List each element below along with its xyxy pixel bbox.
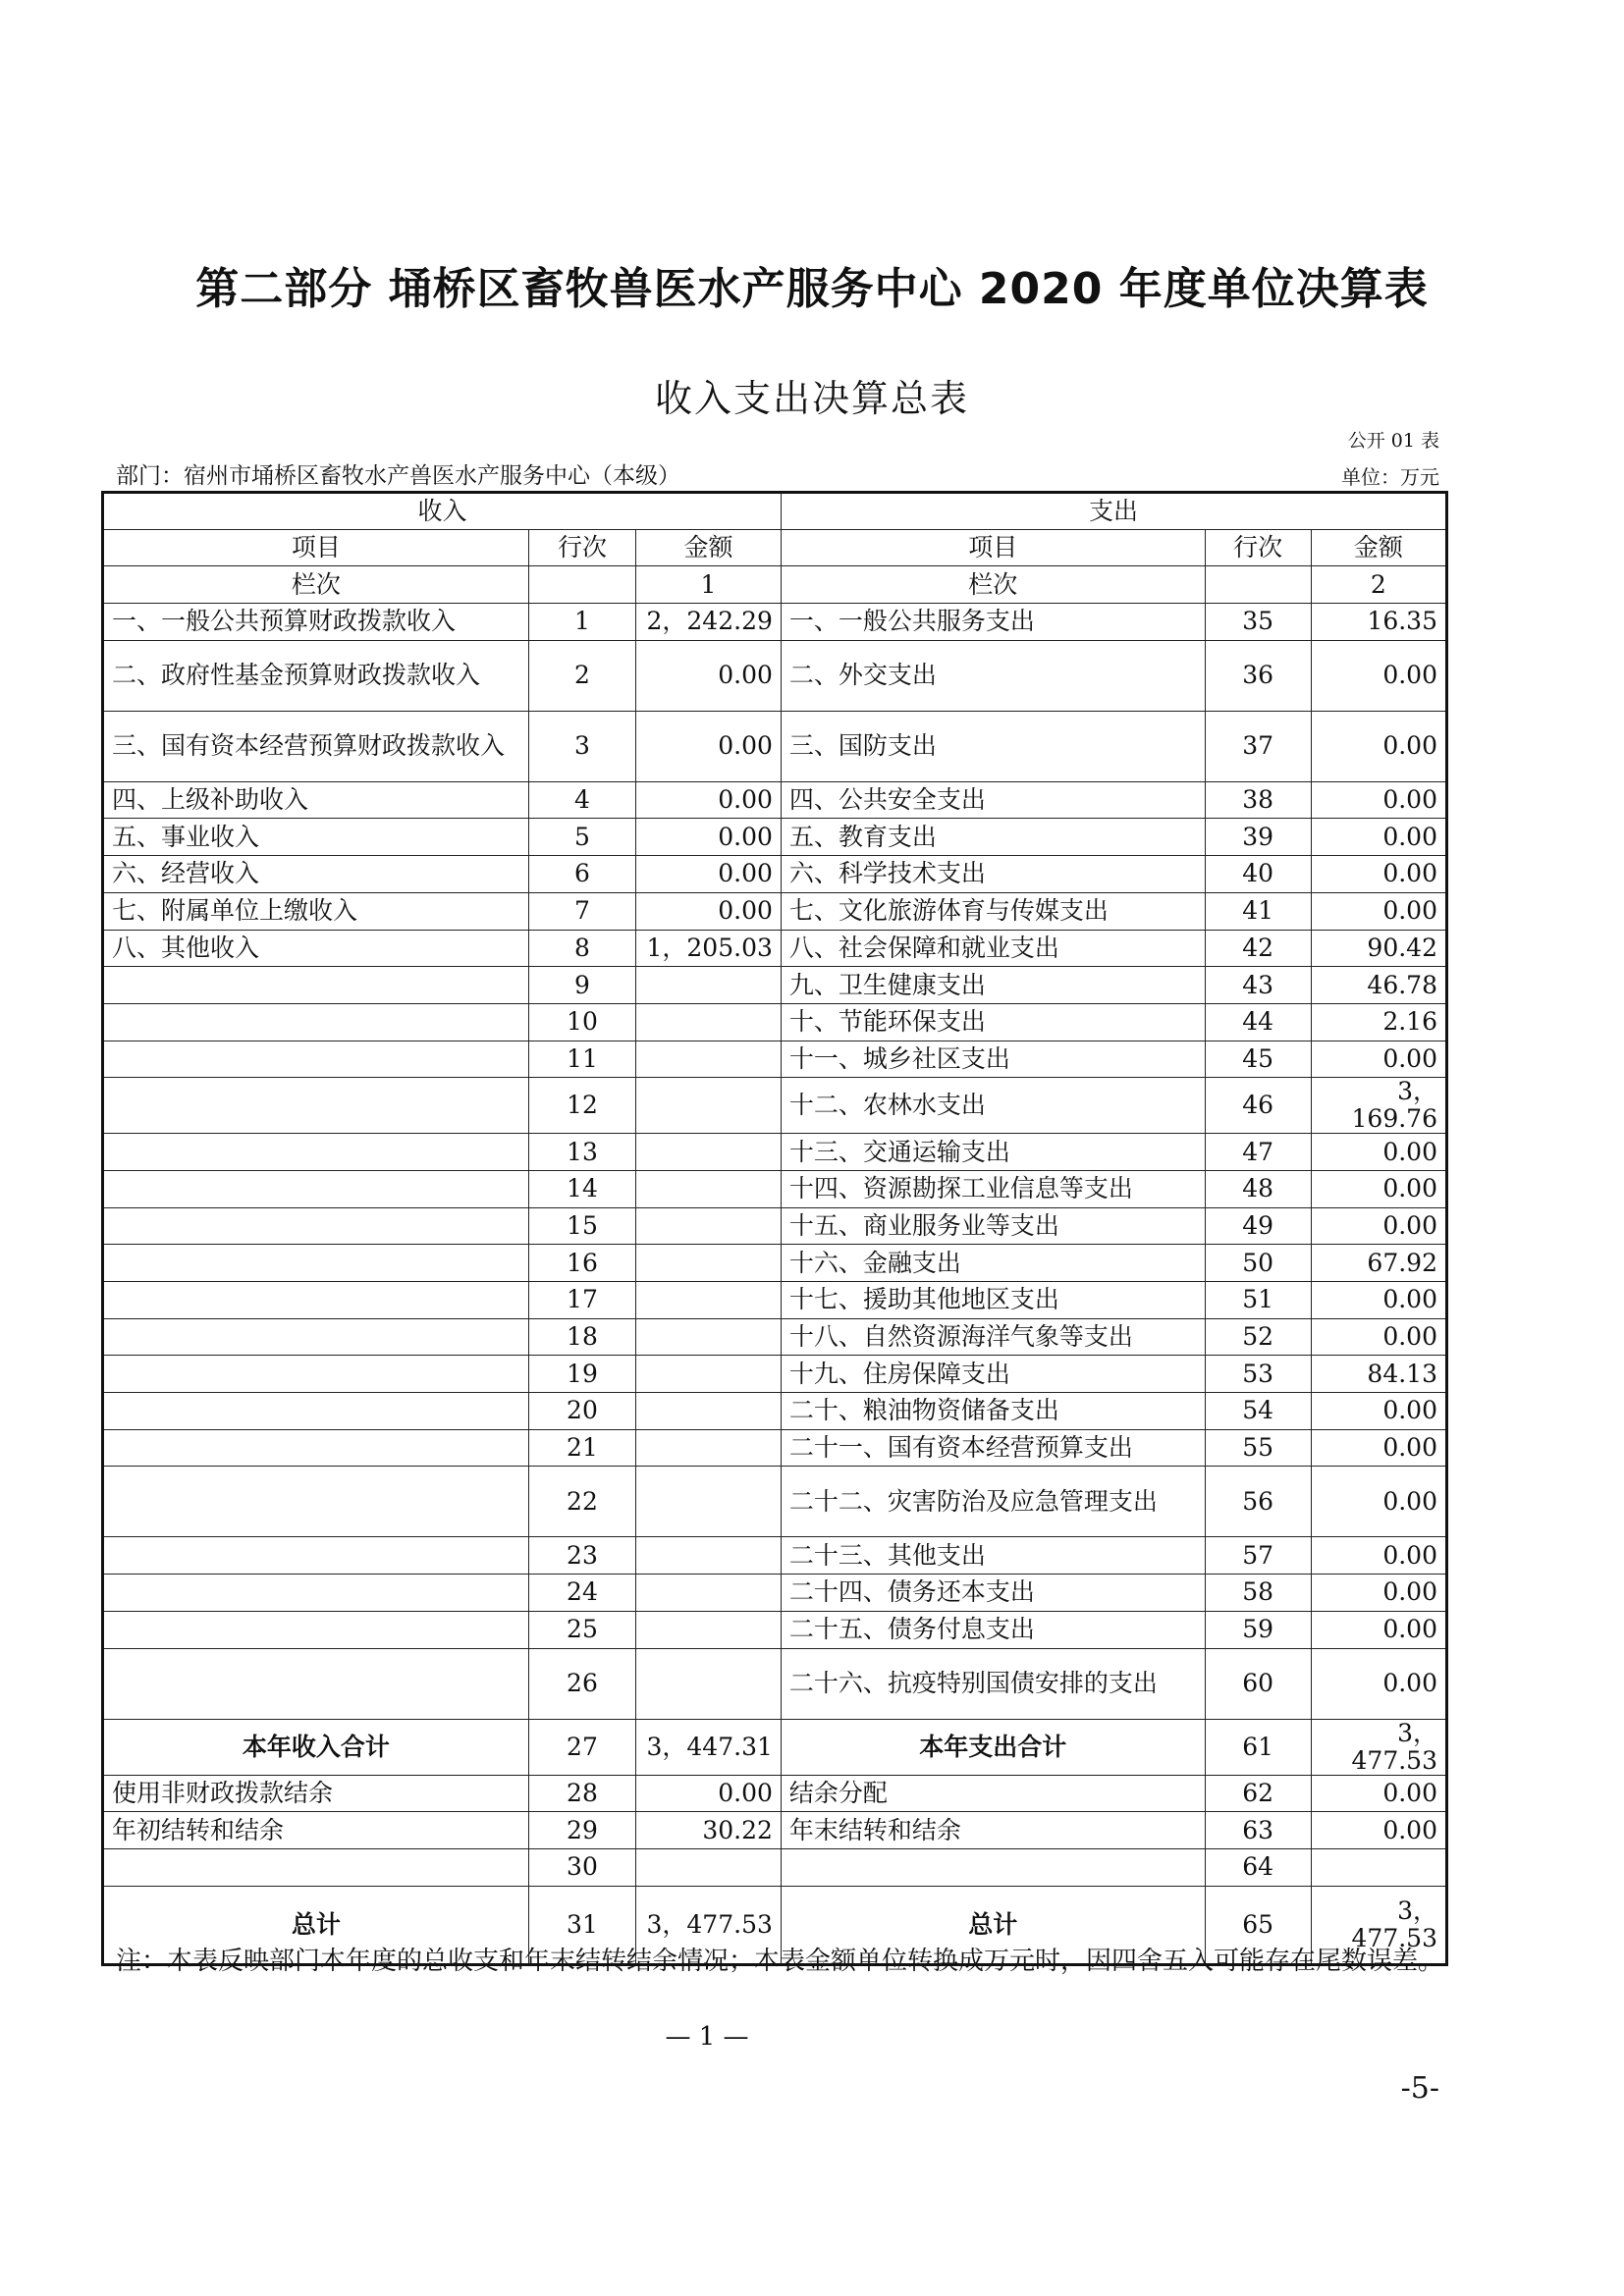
expense-item-cell: 结余分配 — [781, 1775, 1205, 1812]
expense-item-cell: 二十、粮油物资储备支出 — [781, 1393, 1205, 1430]
expense-item-cell: 十二、农林水支出 — [781, 1078, 1205, 1134]
table-row — [103, 1775, 1447, 1812]
income-column-no-label: 栏次 — [103, 566, 529, 604]
unit-label: 单位：万元 — [1341, 465, 1439, 489]
table-row — [103, 967, 1447, 1004]
income-row-no-cell: 15 — [528, 1207, 635, 1245]
income-item-cell — [103, 967, 529, 1004]
income-row-no-cell: 10 — [528, 1003, 635, 1041]
department-label: 部门：宿州市埇桥区畜牧水产兽医水产服务中心（本级） — [116, 463, 680, 489]
table-title: 收入支出决算总表 — [654, 377, 969, 420]
expense-amount-cell: 0.00 — [1311, 1170, 1446, 1207]
income-item-cell: 本年收入合计 — [103, 1719, 529, 1775]
expense-row-no-cell: 56 — [1205, 1467, 1311, 1537]
income-item-cell — [103, 1245, 529, 1282]
expense-item-cell: 十八、自然资源海洋气象等支出 — [781, 1318, 1205, 1356]
expense-item-cell: 一、一般公共服务支出 — [781, 604, 1205, 641]
income-item-cell: 三、国有资本经营预算财政拨款收入 — [103, 711, 529, 781]
income-row-no-cell: 23 — [528, 1537, 635, 1575]
expense-row-no-cell: 53 — [1205, 1356, 1311, 1393]
page-marker: — 1 — — [665, 2022, 749, 2052]
income-amount-cell — [636, 1003, 782, 1041]
expense-amount-cell: 0.00 — [1311, 1611, 1446, 1648]
table-row — [103, 1003, 1447, 1041]
income-item-cell: 年初结转和结余 — [103, 1812, 529, 1849]
income-row-no-cell: 18 — [528, 1318, 635, 1356]
income-row-no-cell: 27 — [528, 1719, 635, 1775]
expense-item-cell: 三、国防支出 — [781, 711, 1205, 781]
table-row — [103, 1318, 1447, 1356]
income-row-no-cell: 17 — [528, 1282, 635, 1319]
income-item-header: 项目 — [103, 529, 529, 566]
income-row-no-header: 行次 — [528, 529, 635, 566]
table-row — [103, 1575, 1447, 1612]
table-row — [103, 1356, 1447, 1393]
table-row — [103, 1648, 1447, 1719]
expense-row-no-cell: 57 — [1205, 1537, 1311, 1575]
income-amount-cell — [636, 1537, 782, 1575]
income-item-cell — [103, 1078, 529, 1134]
expense-amount-cell: 0.00 — [1311, 781, 1446, 819]
expense-row-no-cell: 58 — [1205, 1575, 1311, 1612]
income-amount-cell: 0.00 — [636, 1775, 782, 1812]
income-item-cell — [103, 1041, 529, 1078]
table-row — [103, 781, 1447, 819]
income-row-no-cell: 29 — [528, 1812, 635, 1849]
income-row-no-cell: 24 — [528, 1575, 635, 1612]
expense-row-no-cell: 55 — [1205, 1429, 1311, 1467]
income-row-no-cell: 22 — [528, 1467, 635, 1537]
income-amount-cell — [636, 1245, 782, 1282]
expense-amount-cell: 0.00 — [1311, 856, 1446, 893]
expense-amount-cell: 16.35 — [1311, 604, 1446, 641]
income-item-cell — [103, 1207, 529, 1245]
expense-item-cell: 十三、交通运输支出 — [781, 1134, 1205, 1171]
expense-amount-cell: 0.00 — [1311, 640, 1446, 711]
table-row — [103, 604, 1447, 641]
expense-row-no-cell: 36 — [1205, 640, 1311, 711]
expense-row-no-cell: 38 — [1205, 781, 1311, 819]
expense-item-cell — [781, 1848, 1205, 1886]
income-amount-cell — [636, 1393, 782, 1430]
income-amount-cell — [636, 967, 782, 1004]
income-item-cell — [103, 1848, 529, 1886]
expense-row-no-cell: 64 — [1205, 1848, 1311, 1886]
income-amount-cell — [636, 1429, 782, 1467]
income-amount-cell — [636, 1041, 782, 1078]
expense-amount-cell: 0.00 — [1311, 1393, 1446, 1430]
expense-item-cell: 五、教育支出 — [781, 819, 1205, 856]
table-row — [103, 856, 1447, 893]
table-row — [103, 1719, 1447, 1775]
expense-item-cell: 二十六、抗疫特别国债安排的支出 — [781, 1648, 1205, 1719]
expense-row-no-cell: 44 — [1205, 1003, 1311, 1041]
income-item-cell: 四、上级补助收入 — [103, 781, 529, 819]
income-item-cell — [103, 1611, 529, 1648]
expense-amount-cell: 0.00 — [1311, 1282, 1446, 1319]
expense-item-cell: 总计 — [781, 1886, 1205, 1964]
expense-row-no-cell: 37 — [1205, 711, 1311, 781]
expense-amount-cell: 0.00 — [1311, 1467, 1446, 1537]
expense-row-no-cell: 48 — [1205, 1170, 1311, 1207]
income-expense-table — [101, 491, 1448, 1966]
income-row-no-cell: 20 — [528, 1393, 635, 1430]
expense-row-no-cell: 49 — [1205, 1207, 1311, 1245]
expense-amount-cell: 0.00 — [1311, 1575, 1446, 1612]
income-row-no-cell: 14 — [528, 1170, 635, 1207]
income-amount-cell — [636, 1078, 782, 1134]
income-row-no-cell: 16 — [528, 1245, 635, 1282]
income-row-no-cell: 30 — [528, 1848, 635, 1886]
expense-row-no-cell: 59 — [1205, 1611, 1311, 1648]
expense-amount-cell: 0.00 — [1311, 1429, 1446, 1467]
expense-amount-cell: 0.00 — [1311, 1207, 1446, 1245]
income-row-no-cell: 25 — [528, 1611, 635, 1648]
expense-item-cell: 九、卫生健康支出 — [781, 967, 1205, 1004]
income-item-cell — [103, 1134, 529, 1171]
table-row — [103, 640, 1447, 711]
income-row-no-cell: 19 — [528, 1356, 635, 1393]
income-item-cell — [103, 1318, 529, 1356]
income-amount-cell — [636, 1282, 782, 1319]
expense-header: 支出 — [781, 493, 1446, 530]
income-amount-cell — [636, 1648, 782, 1719]
income-amount-cell — [636, 1356, 782, 1393]
income-item-cell — [103, 1170, 529, 1207]
table-row — [103, 1207, 1447, 1245]
expense-item-cell: 十七、援助其他地区支出 — [781, 1282, 1205, 1319]
expense-row-no-cell: 60 — [1205, 1648, 1311, 1719]
income-amount-cell: 0.00 — [636, 781, 782, 819]
table-row — [103, 1282, 1447, 1319]
expense-amount-cell: 0.00 — [1311, 1318, 1446, 1356]
income-amount-cell: 1，205.03 — [636, 930, 782, 967]
income-amount-header: 金额 — [636, 529, 782, 566]
expense-row-no-cell: 63 — [1205, 1812, 1311, 1849]
income-row-no-cell: 9 — [528, 967, 635, 1004]
expense-row-no-cell: 65 — [1205, 1886, 1311, 1964]
expense-amount-cell: 0.00 — [1311, 711, 1446, 781]
expense-amount-cell: 0.00 — [1311, 1812, 1446, 1849]
expense-row-no-cell: 45 — [1205, 1041, 1311, 1078]
expense-row-no-cell: 61 — [1205, 1719, 1311, 1775]
expense-amount-cell: 0.00 — [1311, 1134, 1446, 1171]
page-title: 第二部分 埇桥区畜牧兽医水产服务中心 2020 年度单位决算表 — [195, 264, 1429, 314]
expense-row-no-cell: 39 — [1205, 819, 1311, 856]
income-amount-cell — [636, 1575, 782, 1612]
expense-amount-cell: 0.00 — [1311, 1041, 1446, 1078]
income-amount-cell — [636, 1134, 782, 1171]
table-row — [103, 1245, 1447, 1282]
expense-row-no-cell: 51 — [1205, 1282, 1311, 1319]
expense-row-no-cell: 62 — [1205, 1775, 1311, 1812]
expense-item-cell: 二、外交支出 — [781, 640, 1205, 711]
expense-item-cell: 二十三、其他支出 — [781, 1537, 1205, 1575]
table-row — [103, 892, 1447, 930]
income-row-no-cell: 12 — [528, 1078, 635, 1134]
expense-amount-cell: 0.00 — [1311, 1648, 1446, 1719]
form-code: 公开 01 表 — [1347, 430, 1439, 452]
income-amount-cell — [636, 1467, 782, 1537]
expense-row-no-cell: 43 — [1205, 967, 1311, 1004]
expense-item-cell: 二十二、灾害防治及应急管理支出 — [781, 1467, 1205, 1537]
income-item-cell: 七、附属单位上缴收入 — [103, 892, 529, 930]
income-item-cell — [103, 1356, 529, 1393]
table-row — [103, 1812, 1447, 1849]
income-row-no-cell: 13 — [528, 1134, 635, 1171]
expense-amount-cell: 90.42 — [1311, 930, 1446, 967]
expense-item-cell: 二十一、国有资本经营预算支出 — [781, 1429, 1205, 1467]
table-row — [103, 1611, 1447, 1648]
table-row — [103, 1134, 1447, 1171]
income-item-cell — [103, 1282, 529, 1319]
expense-column-no: 2 — [1311, 566, 1446, 604]
expense-item-cell: 十一、城乡社区支出 — [781, 1041, 1205, 1078]
expense-amount-cell: 84.13 — [1311, 1356, 1446, 1393]
expense-amount-cell: 0.00 — [1311, 1537, 1446, 1575]
expense-row-no-cell: 50 — [1205, 1245, 1311, 1282]
expense-column-no-label: 栏次 — [781, 566, 1205, 604]
table-row — [103, 1848, 1447, 1886]
income-item-cell — [103, 1575, 529, 1612]
table-row — [103, 1429, 1447, 1467]
expense-item-cell: 本年支出合计 — [781, 1719, 1205, 1775]
income-item-cell: 八、其他收入 — [103, 930, 529, 967]
income-amount-cell: 30.22 — [636, 1812, 782, 1849]
expense-amount-cell: 3，169.76 — [1311, 1078, 1446, 1134]
expense-item-cell: 六、科学技术支出 — [781, 856, 1205, 893]
table-note: 注：本表反映部门本年度的总收支和年末结转结余情况；本表金额单位转换成万元时，因四舍五入可能存在尾数误差。 — [116, 1947, 1444, 1976]
income-item-cell — [103, 1393, 529, 1430]
income-amount-cell: 0.00 — [636, 819, 782, 856]
expense-item-cell: 七、文化旅游体育与传媒支出 — [781, 892, 1205, 930]
expense-item-cell: 十五、商业服务业等支出 — [781, 1207, 1205, 1245]
expense-amount-cell — [1311, 1848, 1446, 1886]
expense-amount-cell: 0.00 — [1311, 892, 1446, 930]
expense-amount-cell: 3，477.53 — [1311, 1719, 1446, 1775]
expense-row-no-cell: 41 — [1205, 892, 1311, 930]
income-item-cell: 二、政府性基金预算财政拨款收入 — [103, 640, 529, 711]
income-amount-cell: 0.00 — [636, 892, 782, 930]
income-item-cell: 五、事业收入 — [103, 819, 529, 856]
expense-amount-cell: 0.00 — [1311, 1775, 1446, 1812]
expense-amount-cell: 0.00 — [1311, 819, 1446, 856]
table-row — [103, 711, 1447, 781]
income-row-no-cell: 11 — [528, 1041, 635, 1078]
income-row-no-cell: 1 — [528, 604, 635, 641]
expense-row-no-cell: 42 — [1205, 930, 1311, 967]
expense-row-no-cell: 35 — [1205, 604, 1311, 641]
income-row-no-cell: 6 — [528, 856, 635, 893]
income-row-no-cell: 31 — [528, 1886, 635, 1964]
expense-item-cell: 十四、资源勘探工业信息等支出 — [781, 1170, 1205, 1207]
expense-row-no-cell: 40 — [1205, 856, 1311, 893]
table-row — [103, 819, 1447, 856]
expense-amount-header: 金额 — [1311, 529, 1446, 566]
income-row-no-cell: 7 — [528, 892, 635, 930]
income-amount-cell: 0.00 — [636, 856, 782, 893]
table-row — [103, 1041, 1447, 1078]
expense-item-cell: 二十四、债务还本支出 — [781, 1575, 1205, 1612]
income-row-no-cell: 26 — [528, 1648, 635, 1719]
expense-item-cell: 十六、金融支出 — [781, 1245, 1205, 1282]
income-amount-cell: 3，447.31 — [636, 1719, 782, 1775]
income-row-no-cell: 28 — [528, 1775, 635, 1812]
income-amount-cell — [636, 1170, 782, 1207]
expense-item-cell: 四、公共安全支出 — [781, 781, 1205, 819]
income-item-cell: 使用非财政拨款结余 — [103, 1775, 529, 1812]
expense-row-no-cell: 47 — [1205, 1134, 1311, 1171]
income-amount-cell — [636, 1318, 782, 1356]
table-row — [103, 1537, 1447, 1575]
expense-amount-cell: 3，477.53 — [1311, 1886, 1446, 1964]
income-item-cell: 六、经营收入 — [103, 856, 529, 893]
income-amount-cell — [636, 1207, 782, 1245]
empty-cell — [528, 566, 635, 604]
income-amount-cell: 3，477.53 — [636, 1886, 782, 1964]
table-row — [103, 930, 1447, 967]
expense-amount-cell: 67.92 — [1311, 1245, 1446, 1282]
table-row — [103, 1170, 1447, 1207]
income-row-no-cell: 2 — [528, 640, 635, 711]
income-row-no-cell: 4 — [528, 781, 635, 819]
income-item-cell: 一、一般公共预算财政拨款收入 — [103, 604, 529, 641]
income-amount-cell — [636, 1611, 782, 1648]
table-row — [103, 1393, 1447, 1430]
expense-item-cell: 十、节能环保支出 — [781, 1003, 1205, 1041]
income-row-no-cell: 3 — [528, 711, 635, 781]
income-row-no-cell: 5 — [528, 819, 635, 856]
income-item-cell — [103, 1648, 529, 1719]
expense-item-header: 项目 — [781, 529, 1205, 566]
income-amount-cell: 0.00 — [636, 640, 782, 711]
expense-amount-cell: 46.78 — [1311, 967, 1446, 1004]
expense-row-no-cell: 54 — [1205, 1393, 1311, 1430]
income-item-cell: 总计 — [103, 1886, 529, 1964]
page-number: -5- — [1400, 2071, 1439, 2106]
income-item-cell — [103, 1429, 529, 1467]
income-header: 收入 — [103, 493, 782, 530]
expense-row-no-cell: 46 — [1205, 1078, 1311, 1134]
expense-item-cell: 二十五、债务付息支出 — [781, 1611, 1205, 1648]
expense-row-no-cell: 52 — [1205, 1318, 1311, 1356]
expense-item-cell: 十九、住房保障支出 — [781, 1356, 1205, 1393]
expense-item-cell: 八、社会保障和就业支出 — [781, 930, 1205, 967]
income-item-cell — [103, 1537, 529, 1575]
table-row — [103, 1467, 1447, 1537]
expense-item-cell: 年末结转和结余 — [781, 1812, 1205, 1849]
income-row-no-cell: 8 — [528, 930, 635, 967]
income-item-cell — [103, 1467, 529, 1537]
expense-row-no-header: 行次 — [1205, 529, 1311, 566]
income-amount-cell: 0.00 — [636, 711, 782, 781]
expense-amount-cell: 2.16 — [1311, 1003, 1446, 1041]
income-amount-cell: 2，242.29 — [636, 604, 782, 641]
empty-cell — [1205, 566, 1311, 604]
income-amount-cell — [636, 1848, 782, 1886]
income-column-no: 1 — [636, 566, 782, 604]
income-item-cell — [103, 1003, 529, 1041]
income-row-no-cell: 21 — [528, 1429, 635, 1467]
table-row — [103, 1078, 1447, 1134]
